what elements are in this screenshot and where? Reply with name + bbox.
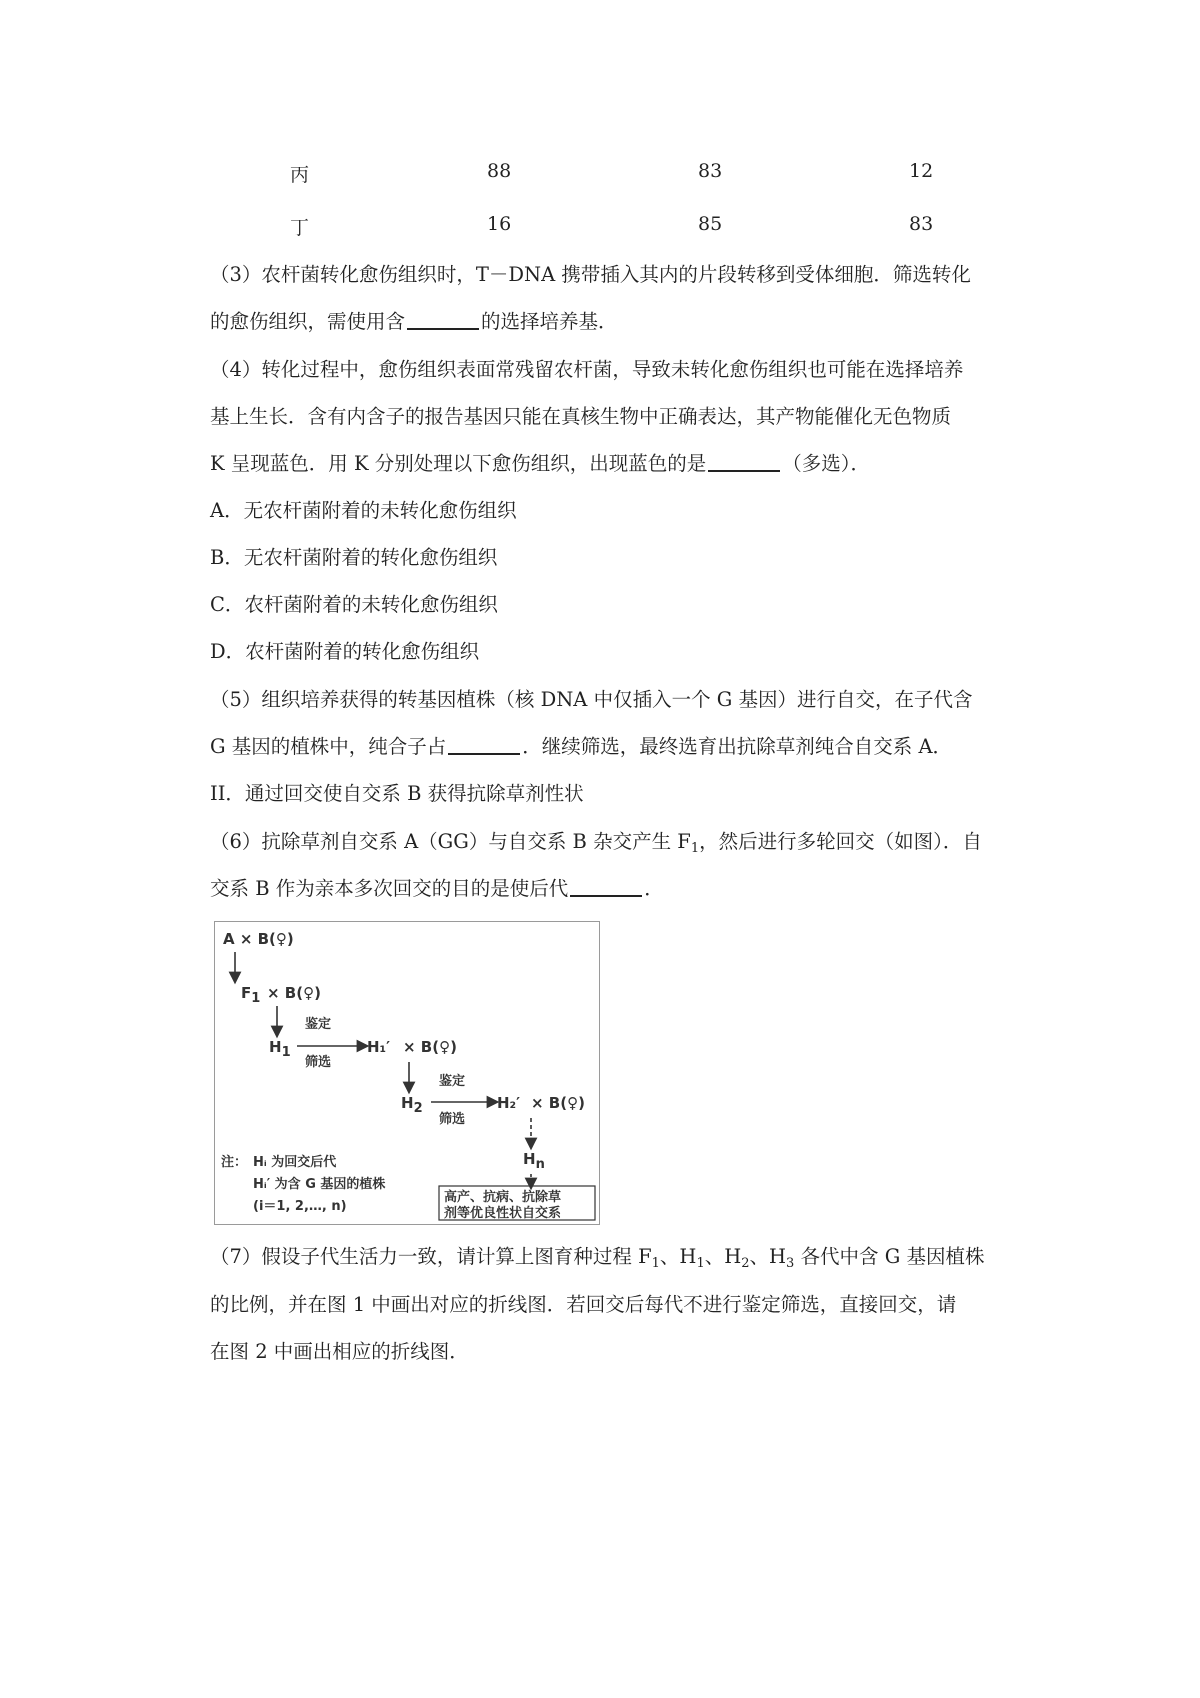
q3-text: 的选择培养基．	[481, 310, 618, 333]
answer-blank[interactable]	[448, 733, 520, 755]
answer-blank[interactable]	[570, 875, 642, 897]
table-cell: 83	[698, 160, 723, 182]
q6-line-2	[210, 875, 664, 903]
table-cell-label: 丁	[290, 217, 310, 239]
diagram-cross-b: × B(♀)	[267, 984, 321, 1002]
diagram-h1-prime: H₁′	[367, 1038, 391, 1056]
section-2-heading: II．通过回交使自交系 B 获得抗除草剂性状	[210, 782, 584, 805]
q4-option-c: C．农杆菌附着的未转化愈伤组织	[210, 593, 498, 616]
q3-line-1: （3）农杆菌转化愈伤组织时，T－DNA 携带插入其内的片段转移到受体细胞．筛选转化	[210, 263, 971, 286]
diagram-h2: H2	[401, 1094, 423, 1116]
q3-text: 的愈伤组织，需使用含	[210, 310, 406, 333]
q5-text: ．继续筛选，最终选育出抗除草剂纯合自交系 A．	[522, 735, 953, 758]
q6-text: ．	[644, 877, 664, 900]
result-line-1: 高产、抗病、抗除草	[444, 1190, 562, 1205]
arrow-label-bottom: 筛选	[305, 1055, 332, 1070]
q3-line-2	[210, 308, 618, 336]
q6-text: 交系 B 作为亲本多次回交的目的是使后代	[210, 877, 569, 900]
q6-text: ，然后进行多轮回交（如图）．自	[699, 830, 982, 853]
q5-text: G 基因的植株中，纯合子占	[210, 735, 447, 758]
q7-sub: 2	[741, 1256, 750, 1271]
arrow-label-top: 鉴定	[305, 1017, 332, 1032]
table-row	[0, 160, 1200, 190]
q7-line-1	[210, 1243, 985, 1271]
diagram-row1: A × B(♀)	[223, 930, 294, 948]
q4-line-1: （4）转化过程中，愈伤组织表面常残留农杆菌，导致未转化愈伤组织也可能在选择培养	[210, 358, 964, 381]
backcross-diagram-svg	[215, 922, 599, 1224]
q7-text: 、H	[749, 1245, 787, 1268]
q7-text: 、H	[704, 1245, 742, 1268]
backcross-diagram	[214, 921, 600, 1225]
diagram-cross-b: × B(♀)	[531, 1094, 585, 1112]
arrow-label-bottom: 筛选	[439, 1112, 466, 1127]
note-label: 注：	[221, 1155, 248, 1170]
diagram-hn: Hn	[523, 1150, 545, 1172]
diagram-h1: H1	[269, 1038, 291, 1060]
q7-sub: 3	[786, 1256, 795, 1271]
note-1: Hᵢ 为回交后代	[253, 1155, 337, 1170]
q7-line-3: 在图 2 中画出相应的折线图．	[210, 1340, 469, 1363]
q7-sub: 1	[696, 1256, 705, 1271]
diagram-h2-prime: H₂′	[497, 1094, 521, 1112]
table-cell: 88	[487, 160, 512, 182]
answer-blank[interactable]	[407, 308, 479, 330]
q4-option-d: D．农杆菌附着的转化愈伤组织	[210, 640, 480, 663]
note-2: Hᵢ′ 为含 G 基因的植株	[253, 1177, 386, 1192]
q4-line-3	[210, 450, 870, 478]
q5-line-1: （5）组织培养获得的转基因植株（核 DNA 中仅插入一个 G 基因）进行自交，在子代含	[210, 688, 973, 711]
answer-blank[interactable]	[708, 450, 780, 472]
table-cell: 83	[909, 213, 934, 235]
table-row	[0, 213, 1200, 243]
q4-option-b: B．无农杆菌附着的转化愈伤组织	[210, 546, 498, 569]
q4-text: K 呈现蓝色．用 K 分别处理以下愈伤组织，出现蓝色的是	[210, 452, 707, 475]
q7-sub: 1	[651, 1256, 660, 1271]
result-line-2: 剂等优良性状自交系	[444, 1206, 562, 1221]
q7-line-2: 的比例，并在图 1 中画出对应的折线图．若回交后每代不进行鉴定筛选，直接回交，请	[210, 1293, 957, 1316]
q6-sub: 1	[690, 841, 700, 856]
table-cell: 85	[698, 213, 723, 235]
note-3: (i＝1, 2,…, n)	[253, 1199, 347, 1214]
table-cell: 16	[487, 213, 512, 235]
table-cell-label: 丙	[290, 164, 310, 186]
q7-text: 、H	[659, 1245, 697, 1268]
diagram-f1: F1	[241, 984, 261, 1006]
diagram-cross-b: × B(♀)	[403, 1038, 457, 1056]
arrow-label-top: 鉴定	[439, 1074, 466, 1089]
q7-text: （7）假设子代生活力一致，请计算上图育种过程 F	[210, 1245, 652, 1268]
q4-text: （多选）．	[782, 452, 870, 475]
table-cell: 12	[909, 160, 934, 182]
q4-line-2: 基上生长．含有内含子的报告基因只能在真核生物中正确表达，其产物能催化无色物质	[210, 405, 952, 428]
q4-option-a: A．无农杆菌附着的未转化愈伤组织	[210, 499, 517, 522]
q5-line-2	[210, 733, 952, 761]
q6-line-1	[210, 828, 982, 856]
q6-text: （6）抗除草剂自交系 A（GG）与自交系 B 杂交产生 F	[210, 830, 691, 853]
q7-text: 各代中含 G 基因植株	[794, 1245, 985, 1268]
